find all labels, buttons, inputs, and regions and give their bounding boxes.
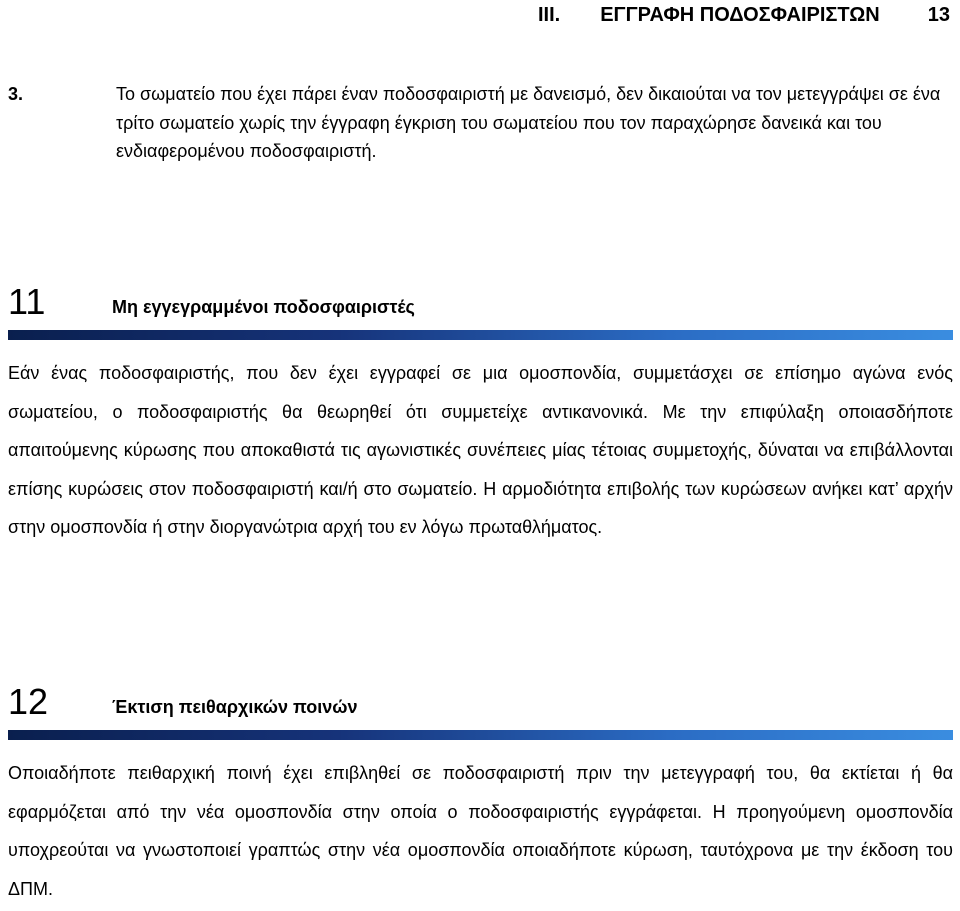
point-text: Το σωματείο που έχει πάρει έναν ποδοσφαιριστή με δανεισμό, δεν δικαιούται να τον μετεγγράψει σε ένα τρίτο σωματείο χωρίς την έγγραφη έγκριση του σωματείου που τον παραχώρησε δανεικά και του ενδιαφερομένου ποδοσφαιριστή. (116, 84, 941, 161)
section-title: Μη εγγεγραμμένοι ποδοσφαιριστές (112, 297, 415, 317)
page-header (538, 2, 950, 28)
section-divider (8, 730, 953, 740)
section-divider (8, 330, 953, 340)
section-number: 12 (8, 681, 49, 722)
section-body: Οποιαδήποτε πειθαρχική ποινή έχει επιβληθεί σε ποδοσφαιριστή πριν την μετεγγραφή του, θα εκτίεται ή θα εφαρμόζεται από την νέα ομοσπονδία στην οποία ο ποδοσφαιριστής εγγράφεται. Η προηγούμενη ομοσπονδία υποχρεούται να γνωστοποιεί γραπτώς στην νέα ομοσπονδία οποιαδήποτε κύρωση, ταυτόχρονα με την έκδοση του ΔΠΜ. (8, 763, 953, 899)
section-body: Εάν ένας ποδοσφαιριστής, που δεν έχει εγγραφεί σε μια ομοσπονδία, συμμετάσχει σε επίσημο αγώνα ενός σωματείου, ο ποδοσφαιριστής θα θεωρηθεί ότι συμμετείχε αντικανονικά. Με την επιφύλαξη οποιασδήποτε απαιτούμενης κύρωσης που αποκαθιστά τις αγωνιστικές συνέπειες μίας τέτοιας συμμετοχής, δύναται να επιβάλλονται επίσης κυρώσεις στον ποδοσφαιριστή και/ή στο σωματείο. Η αρμοδιότητα επιβολής των κυρώσεων ανήκει κατ’ αρχήν στην ομοσπονδία ή στην διοργανώτρια αρχή του εν λόγω πρωταθλήματος. (8, 363, 953, 537)
section-11 (8, 276, 953, 547)
section-12 (8, 676, 953, 908)
section-heading (8, 676, 953, 724)
section-title: Έκτιση πειθαρχικών ποινών (112, 697, 358, 717)
chapter-number: III. (537, 4, 561, 26)
chapter-title: ΕΓΓΡΑΦΗ ΠΟΔΟΣΦΑΙΡΙΣΤΩΝ (600, 4, 880, 26)
page-number: 13 (927, 4, 950, 26)
section-number: 11 (8, 281, 46, 322)
section-heading (8, 276, 953, 324)
point-number: 3. (8, 84, 24, 104)
point-3 (8, 80, 953, 166)
